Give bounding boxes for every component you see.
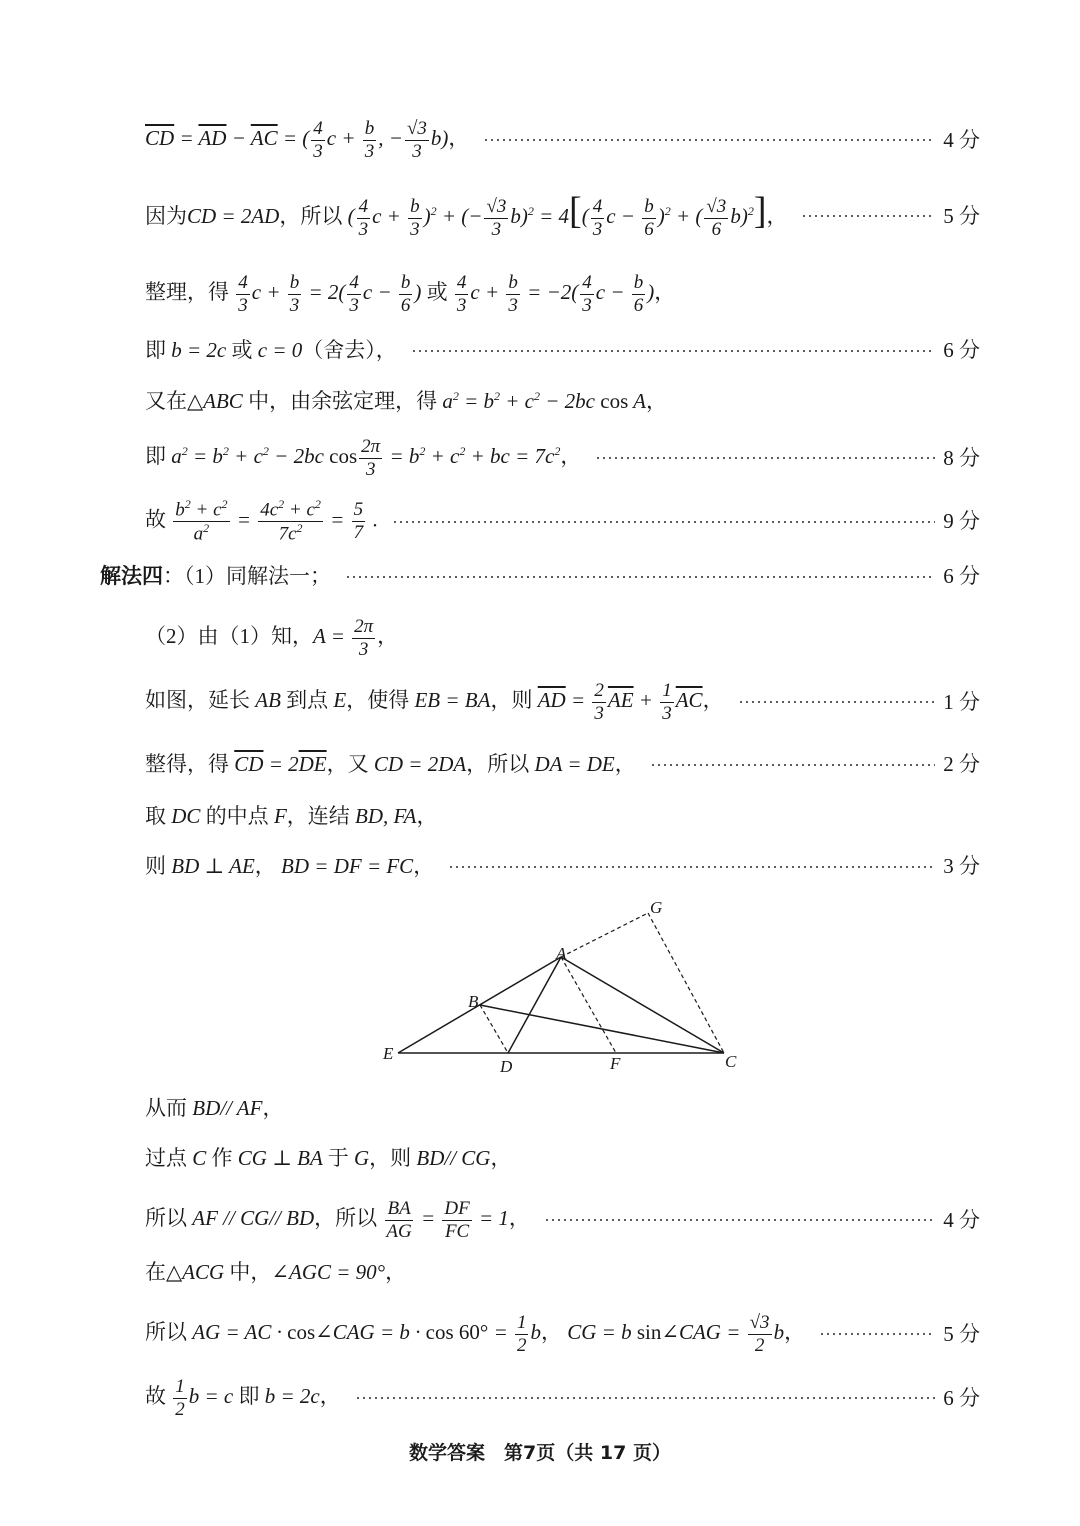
segment-GC (648, 913, 724, 1053)
answer-line-15 (145, 1148, 980, 1169)
answer-line-13 (145, 856, 980, 877)
answer-line-12 (145, 806, 980, 827)
label-A: A (556, 944, 567, 963)
math-expression: 所以 AG = AC · cos∠CAG = b · cos 60° = $\frac{1}{2}$ b， CG = b sin∠CAG = $\frac{√3}{2}$ b， (145, 1312, 806, 1356)
score: 8 分 (943, 445, 980, 470)
math-expression: 整得，得 $\overline{CD} = 2\overline{DE}$，又 CD = 2DA，所以 DA = DE， (145, 752, 636, 776)
score: 1 分 (943, 689, 980, 714)
segment-AG (561, 913, 648, 957)
segment-BC (480, 1005, 724, 1053)
score: 6 分 (943, 338, 980, 362)
math-expression: 在△ACG 中，∠AGC = 90°， (145, 1260, 407, 1284)
label-B: B (468, 992, 479, 1011)
leader-dots (411, 350, 936, 352)
answer-line-5 (145, 390, 980, 412)
score: 9 分 (943, 509, 980, 534)
leader-dots (801, 215, 935, 217)
label-G: G (650, 898, 663, 917)
math-expression: 即 $a^2 = b^2 + c^2 - 2bc$ cos $\frac{2\pi}{3}$ = $b^2 + c^2$ + bc = $7c^2$， (145, 436, 582, 480)
math-expression: 则 BD ⊥ AE， BD = DF = FC， (145, 854, 435, 878)
leader-dots (392, 521, 936, 523)
leader-dots (595, 457, 935, 459)
answer-line-1 (145, 118, 980, 163)
leader-dots (483, 139, 935, 141)
score: 4 分 (943, 1207, 980, 1232)
answer-line-17 (145, 1262, 980, 1283)
math-expression: 故 $\frac{1}{2}$ b = c 即 b = 2c， (145, 1376, 341, 1420)
answer-line-8 (100, 566, 980, 587)
answer-line-9 (145, 616, 980, 661)
segment-BD (480, 1005, 508, 1053)
answer-line-7 (145, 498, 980, 545)
page-footer: 数学答案 第7页（共 17 页） (409, 1442, 671, 1464)
math-expression: 过点 C 作 CG ⊥ BA 于 G，则 BD// CG， (145, 1146, 512, 1170)
answer-line-10 (145, 680, 980, 725)
math-expression: 从而 BD// AF， (145, 1096, 284, 1120)
score: 5 分 (943, 1321, 980, 1346)
leader-dots (345, 576, 935, 578)
answer-line-11 (145, 754, 980, 775)
answer-line-16 (145, 1198, 980, 1243)
math-expression: 整理，得 $\frac{4}{3}$ c + $\frac{b}{3}$ = 2( $\frac{4}{3}$ c − $\frac{b}{6}$ ) 或 $\frac{4}{3}$ c + $\frac{b}{3}$ = −2( $\frac{4}{3}$ c − $\frac{b}{6}$ )， (145, 272, 676, 316)
answer-line-3 (145, 272, 980, 317)
math-expression: 如图，延长 AB 到点 E，使得 EB = BA，则 $\overline{AD}$ = $\frac{2}{3}$ $\overline{AE}$ + $\frac{1}{3}$ $\overline{AC}$， (145, 680, 724, 724)
leader-dots (819, 1333, 935, 1335)
leader-dots (544, 1219, 935, 1221)
leader-dots (650, 764, 936, 766)
score: 4 分 (943, 127, 980, 152)
answer-line-14 (145, 1098, 980, 1119)
segment-AC (561, 957, 724, 1053)
score: 2 分 (943, 752, 980, 776)
math-expression: 故 $\frac{b^2 + c^2}{a^2}$ = $\frac{4c^2 + c^2}{7c^2}$ = $\frac{5}{7}$ . (145, 497, 378, 545)
math-expression: 又在△ABC 中，由余弦定理，得 $a^2 = b^2 + c^2 - 2bc$ cos A， (145, 389, 667, 413)
geometry-figure (370, 895, 760, 1085)
label-D: D (500, 1057, 513, 1076)
math-expression: 取 DC 的中点 F，连结 BD, FA， (145, 804, 438, 828)
math-expression: （2）由（1）知，A = $\frac{2\pi}{3}$ ， (145, 616, 399, 660)
leader-dots (355, 1397, 936, 1399)
label-C: C (725, 1052, 737, 1071)
segment-AF (561, 957, 616, 1053)
score: 6 分 (943, 1385, 980, 1410)
math-expression: 因为CD = 2AD，所以 ( $\frac{4}{3}$ c + $\frac{b}{3}$ )$^2$ + (− $\frac{√3}{3}$ b)$^2$ = 4[( $\frac{4}{3}$ c − $\frac{b}{6}$ )$^2$ + ( $\frac{√3}{6}$ b)$^2$]， (145, 190, 788, 240)
score: 3 分 (943, 854, 980, 878)
leader-dots (738, 701, 936, 703)
answer-line-4 (145, 340, 980, 361)
math-expression: 所以 AF // CG// BD，所以 $\frac{BA}{AG}$ = $\frac{DF}{FC}$ = 1， (145, 1198, 530, 1242)
segment-EA (398, 957, 561, 1053)
score: 6 分 (943, 564, 980, 588)
answer-line-6 (145, 436, 980, 481)
label-E: E (383, 1044, 394, 1063)
answer-line-19 (145, 1376, 980, 1421)
segment-AD (508, 957, 561, 1053)
math-expression: 即 b = 2c 或 c = 0（舍去）， (145, 338, 397, 362)
label-F: F (610, 1054, 621, 1073)
math-expression: 解法四：（1）同解法一； (100, 564, 331, 588)
answer-line-2 (145, 192, 980, 241)
score: 5 分 (943, 203, 980, 228)
answer-line-18 (145, 1312, 980, 1357)
math-expression: $\overline{CD} = \overline{AD} - \overline{AC}$ = ( $\frac{4}{3}$ c + $\frac{b}{3}$ , − $\frac{√3}{3}$ b)， (145, 118, 470, 162)
leader-dots (448, 866, 935, 868)
